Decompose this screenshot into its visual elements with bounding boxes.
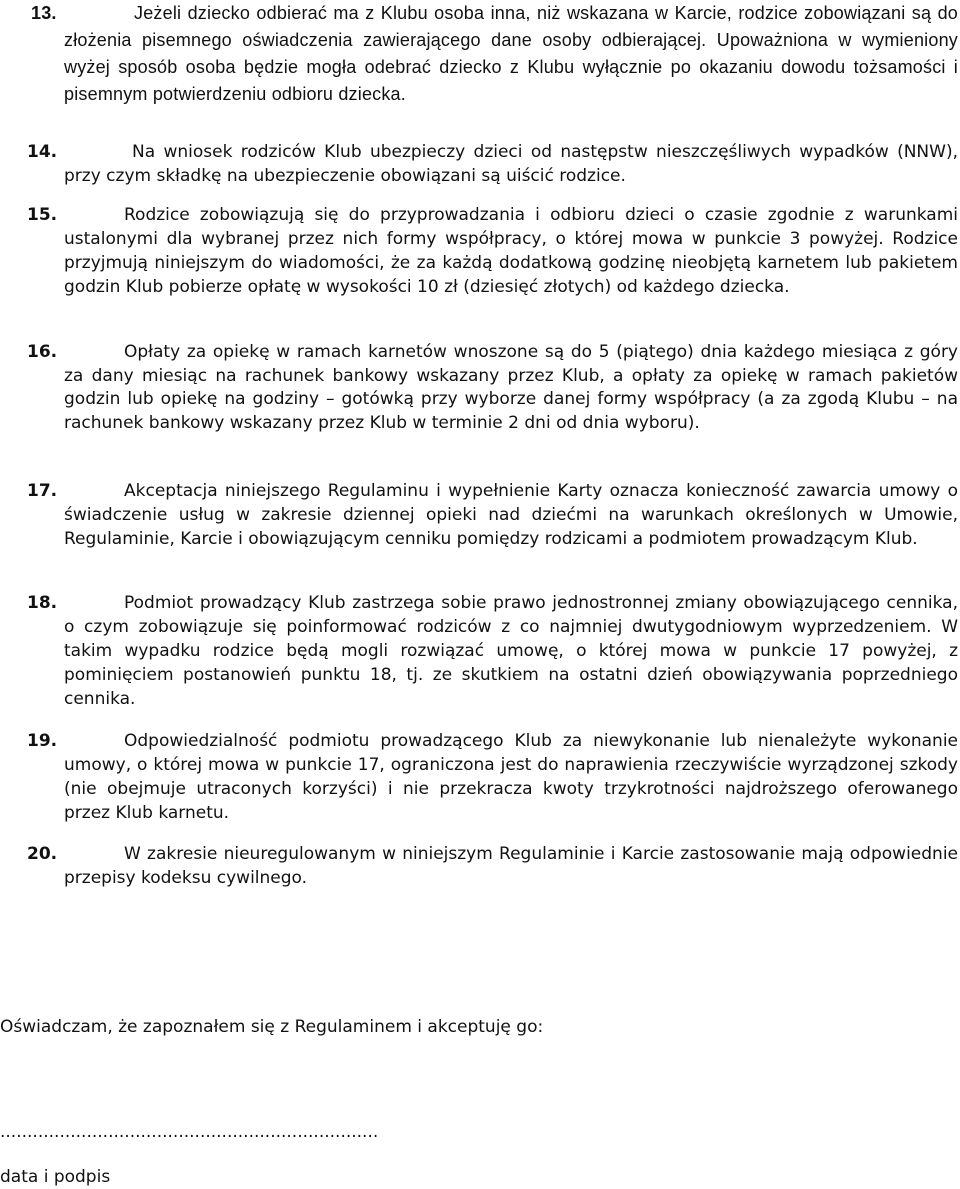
signature-label: data i podpis: [0, 1167, 111, 1187]
paragraph-number: 14.: [27, 142, 58, 162]
paragraph-number: 18.: [27, 593, 58, 613]
paragraph-number: 20.: [27, 844, 58, 864]
paragraph-15: [27, 203, 958, 299]
paragraph-text: Odpowiedzialność podmiotu prowadzącego Klub za niewykonanie lub nienależyte wykonanie umowy, o której mowa w punkcie 17, ograniczona jest do naprawienia rzeczywiście wyrządzonej szkody (nie obejmuje utraconych korzyści) i nie przekracza kwoty trzykrotności najdroższego oferowanego przez Klub karnetu.: [64, 731, 958, 823]
paragraph-text: Opłaty za opiekę w ramach karnetów wnoszone są do 5 (piątego) dnia każdego miesiąca z góry za dany miesiąc na rachunek bankowy wskazany przez Klub, a opłaty za opiekę w ramach pakietów godzin lub opiekę na godziny – gotówką przy wyborze danej formy współpracy (a za zgodą Klubu – na rachunek bankowy wskazany przez Klub w terminie 2 dni od dnia wyboru).: [64, 342, 958, 433]
paragraph-number: 13.: [31, 3, 57, 23]
paragraph-17: [27, 479, 958, 551]
paragraph-text: Rodzice zobowiązują się do przyprowadzania i odbioru dzieci o czasie zgodnie z warunkami ustalonymi dla wybranej przez nich formy współpracy, o której mowa w punkcie 3 powyżej. Rodzice przyjmują niniejszym do wiadomości, że za każdą dodatkową godzinę nieobjętą karnetem lub pakietem godzin Klub pobierze opłatę w wysokości 10 zł (dziesięć złotych) od każdego dziecka.: [64, 205, 958, 297]
paragraph-16: [27, 341, 958, 435]
paragraph-text: Akceptacja niniejszego Regulaminu i wypełnienie Karty oznacza konieczność zawarcia umowy o świadczenie usług w zakresie dziennej opieki nad dziećmi na warunkach określonych w Umowie, Regulaminie, Karcie i obowiązującym cenniku pomiędzy rodzicami a podmiotem prowadzącym Klub.: [64, 481, 958, 549]
paragraph-text: Jeżeli dziecko odbierać ma z Klubu osoba inna, niż wskazana w Karcie, rodzice zobowiązani są do złożenia pisemnego oświadczenia zawierającego dane osoby odbierającej. Upoważniona w wymieniony wyżej sposób osoba będzie mogła odebrać dziecko z Klubu wyłącznie po okazaniu dowodu tożsamości i pisemnym potwierdzeniu odbioru dziecka.: [64, 3, 958, 104]
paragraph-number: 17.: [27, 481, 58, 501]
paragraph-number: 15.: [27, 205, 58, 225]
paragraph-20: [27, 842, 958, 890]
paragraph-number: 19.: [27, 731, 58, 751]
paragraph-18: [27, 591, 958, 711]
paragraph-19: [27, 729, 958, 825]
paragraph-text: W zakresie nieuregulowanym w niniejszym Regulaminie i Karcie zastosowanie mają odpowiednie przepisy kodeksu cywilnego.: [64, 844, 958, 888]
paragraph-number: 16.: [27, 342, 58, 362]
declaration-statement: Oświadczam, że zapoznałem się z Regulaminem i akceptuję go:: [0, 1017, 544, 1037]
paragraph-text: Na wniosek rodziców Klub ubezpieczy dzieci od następstw nieszczęśliwych wypadków (NNW), przy czym składkę na ubezpieczenie obowiązani są uiścić rodzice.: [64, 142, 958, 186]
paragraph-text: Podmiot prowadzący Klub zastrzega sobie prawo jednostronnej zmiany obowiązującego cennika, o czym zobowiązuje się poinformować rodziców z co najmniej dwutygodniowym wyprzedzeniem. W takim wypadku rodzice będą mogli rozwiązać umowę, o której mowa w punkcie 17 powyżej, z pominięciem postanowień punktu 18, tj. ze skutkiem na ostatni dzień obowiązywania poprzedniego cennika.: [64, 593, 958, 709]
signature-line: ......................................................................: [0, 1122, 379, 1142]
paragraph-13: [31, 0, 958, 108]
paragraph-14: [27, 140, 958, 188]
